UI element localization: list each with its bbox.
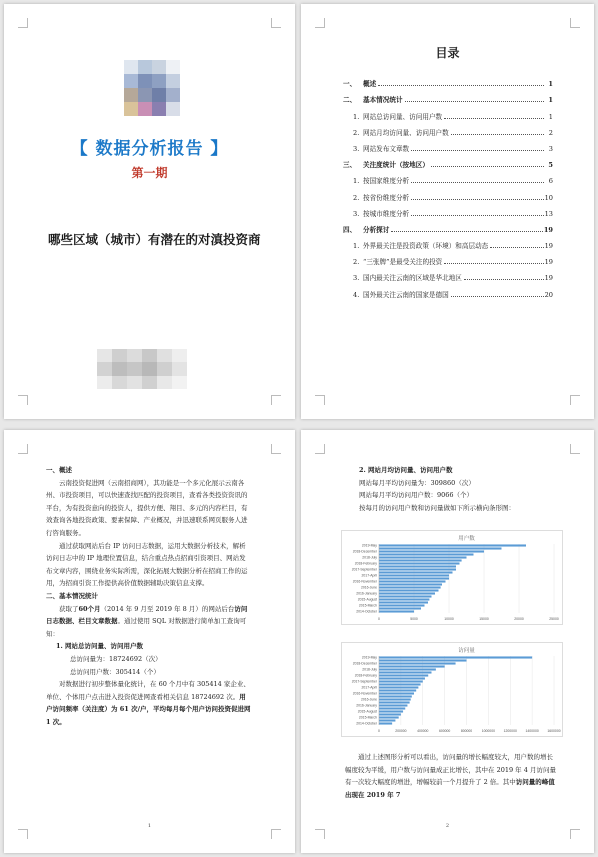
crop-mark [271, 395, 281, 405]
toc-entry-number: 2. [353, 128, 360, 137]
x-tick-label: 1000000 [481, 729, 495, 733]
paragraph [46, 603, 252, 641]
toc-entry-label: 网站总访问量、访问用户数 [363, 112, 443, 121]
toc-leader-dots [411, 199, 543, 200]
y-tick-label: 2014-October [356, 721, 377, 726]
crop-mark [18, 444, 28, 454]
toc-entry[interactable] [343, 104, 553, 120]
bar [379, 568, 456, 570]
toc-leader-dots [444, 263, 543, 264]
chart-svg [342, 531, 564, 626]
toc-entry-number: 1. [353, 242, 360, 251]
paragraph [345, 751, 559, 801]
text-run: 对数据进行初步整体量化统计，在 60 个月中有 305414 家企业、单位、个体用户点击进入投资促进网查看相关信息 18724692 次。 [46, 680, 250, 701]
bold-run: 访问日志数据、栏目文章数据 [46, 604, 248, 626]
bar [379, 662, 456, 664]
y-tick-label: 2017-April [361, 685, 377, 690]
toc-leader-dots [411, 182, 544, 183]
toc-entry[interactable] [343, 88, 553, 104]
toc-entry[interactable] [343, 266, 553, 282]
crop-mark [315, 18, 325, 28]
toc-entry-page: 19 [544, 274, 553, 283]
bar [379, 598, 429, 600]
toc-entry-label: 网站发布文章数 [363, 144, 410, 153]
bar [379, 577, 449, 579]
bar [379, 695, 412, 697]
bar [379, 656, 532, 658]
y-tick-label: 2015-August [357, 597, 377, 602]
bold-run: 用户访问频率（关注度）为 61 次/户，平均每月每个用户访问投资促进网 1 次。 [46, 692, 251, 726]
toc-entry-page: 1 [548, 112, 553, 121]
bar [379, 580, 446, 582]
toc-leader-dots [391, 231, 542, 232]
bar [379, 553, 474, 555]
toc-entry-page: 5 [548, 161, 553, 170]
toc-leader-dots [431, 166, 544, 167]
toc-leader-dots [411, 215, 543, 216]
bar [379, 595, 432, 597]
x-tick-label: 10000 [444, 617, 454, 621]
y-tick-label: 2016-November [352, 691, 377, 696]
bar [379, 722, 392, 724]
crop-mark [18, 18, 28, 28]
toc-entry-label: 按城市维度分析 [363, 209, 410, 218]
toc-page [301, 4, 594, 419]
toc-leader-dots [411, 150, 544, 151]
bar [379, 556, 467, 558]
toc-entry-page: 1 [548, 96, 553, 105]
bar [379, 610, 414, 612]
x-tick-label: 1400000 [525, 729, 539, 733]
bar [379, 686, 418, 688]
stat-line: 网站每月平均访问量为：309860（次） [359, 478, 475, 487]
bold-run: 访问量的峰值出现在 2019 年 7 [345, 778, 555, 799]
y-tick-label: 2015-March [358, 715, 377, 720]
bar [379, 692, 414, 694]
toc-entry[interactable] [343, 234, 553, 250]
toc-entry-page: 2 [548, 128, 553, 137]
toc-entry-number: 二、 [343, 96, 357, 105]
toc-entry-page: 6 [548, 177, 553, 186]
bar [379, 592, 435, 594]
bar [379, 665, 445, 667]
bar [379, 583, 442, 585]
text-run: 。通过使用 SQL 对数据进行简单加工查询可知： [46, 617, 247, 638]
toc-entry-number: 4. [353, 290, 360, 299]
bar [379, 607, 421, 609]
crop-mark [570, 395, 580, 405]
bar [379, 586, 441, 588]
toc-entry-number: 3. [353, 209, 360, 218]
y-tick-label: 2016-January [356, 703, 377, 708]
y-tick-label: 2018-December [352, 549, 377, 554]
toc-entry-label: 基本情况统计 [363, 96, 403, 105]
toc-entry-label: 按省份维度分析 [363, 193, 410, 202]
toc-entry[interactable] [343, 250, 553, 266]
bar [379, 589, 439, 591]
report-title: 【 数据分析报告 】 [70, 139, 229, 159]
y-tick-label: 2016-January [356, 591, 377, 596]
toc-leader-dots [451, 134, 544, 135]
toc-entry-number: 四、 [343, 225, 357, 234]
bar [379, 544, 526, 546]
section-heading: 二、基本情况统计 [46, 591, 98, 600]
y-tick-label: 2015-March [358, 603, 377, 608]
toc-entry-label: 概述 [363, 80, 377, 89]
paragraph: 通过获取网站后台 IP 访问日志数据，运用大数据分析技术，解析访问日志中的 IP 地理位置信息，结合重点热点招商引资项目、网站发布文章内容，围绕业务实际所需，深化拓展大数据分析在招商工作的运用，为招商引资工作提供高价值数据辅助决策信息支撑。 [46, 541, 248, 588]
toc-entry-number: 2. [353, 258, 360, 267]
x-tick-label: 5000 [410, 617, 418, 621]
bar [379, 671, 432, 673]
bar [379, 562, 460, 564]
toc-leader-dots [405, 101, 544, 102]
bar [379, 550, 484, 552]
toc-entry[interactable] [343, 121, 553, 137]
paragraph [46, 678, 252, 728]
crop-mark [315, 829, 325, 839]
y-tick-label: 2018-February [354, 673, 377, 678]
crop-mark [271, 18, 281, 28]
chart-title: 用户数 [458, 536, 475, 542]
y-tick-label: 2016-June [360, 585, 377, 590]
bar [379, 701, 410, 703]
issue-label: 第一期 [131, 166, 168, 180]
crop-mark [271, 444, 281, 454]
toc-entry[interactable] [343, 169, 553, 185]
toc-leader-dots [444, 118, 544, 119]
section-heading: 一、概述 [46, 466, 72, 474]
toc-entry-label: 网站月均访问量、访问用户数 [363, 128, 449, 137]
bar [379, 707, 405, 709]
bold-run: 60个月 [78, 604, 101, 613]
y-tick-label: 2017-September [351, 567, 377, 572]
toc-entry-label: 按国家维度分析 [363, 177, 410, 186]
bar [379, 659, 467, 661]
toc-entry-number: 2. [353, 193, 360, 202]
y-tick-label: 2016-November [352, 579, 377, 584]
y-tick-label: 2017-April [361, 573, 377, 578]
toc-entry-number: 3. [353, 144, 360, 153]
bar [379, 565, 456, 567]
bar [379, 698, 411, 700]
y-tick-label: 2019-May [361, 655, 377, 660]
crop-mark [570, 444, 580, 454]
y-tick-label: 2018-July [362, 555, 377, 560]
text-run: 通过上述图形分析可以看出，访问量的增长幅度较大，用户数的增长幅度较为平缓，用户数与访问量成正比增长，其中在 2019 年 4 月访问量有一次较大幅度的增进，增幅较前一个月提升了 2 倍。其中 [345, 753, 556, 787]
bar [379, 680, 423, 682]
y-tick-label: 2016-June [360, 697, 377, 702]
x-tick-label: 400000 [417, 729, 429, 733]
stat-line: 网站每月平均访问用户数：9066（个） [359, 491, 474, 500]
users-bar-chart [341, 530, 563, 625]
bar [379, 719, 395, 721]
toc-leader-dots [378, 85, 544, 86]
page-2-header [345, 464, 559, 514]
x-tick-label: 0 [378, 729, 380, 733]
toc-entry-label: 外界最关注是投资政策（环境）和高层动态 [363, 242, 489, 251]
toc-entry[interactable] [343, 202, 553, 218]
toc-entry-label: 国外最关注云南的国家是德国 [363, 290, 449, 299]
toc-entry-page: 19 [543, 225, 553, 234]
bar [379, 559, 462, 561]
x-tick-label: 20000 [514, 617, 524, 621]
crop-mark [18, 829, 28, 839]
toc-entry-label: 分析探讨 [363, 225, 390, 234]
y-tick-label: 2018-February [354, 561, 377, 566]
chart-svg [342, 643, 564, 738]
toc-entry-number: 三、 [343, 161, 357, 170]
toc-list [343, 72, 553, 299]
bar [379, 713, 401, 715]
report-subtitle: 哪些区域（城市）有潜在的对滇投资商 [48, 232, 261, 247]
toc-leader-dots [464, 279, 544, 280]
x-tick-label: 1200000 [503, 729, 517, 733]
toc-entry-page: 19 [544, 242, 553, 251]
x-tick-label: 200000 [395, 729, 407, 733]
x-tick-label: 800000 [460, 729, 473, 733]
blurred-stamp-image [97, 349, 187, 389]
subsection-heading: 2. 网站月均访问量、访问用户数 [359, 466, 453, 474]
bar [379, 716, 399, 718]
y-tick-label: 2018-July [362, 667, 377, 672]
cover-page [4, 4, 295, 419]
bar [379, 674, 428, 676]
stat-line: 总访问用户数：305414（个） [70, 667, 160, 676]
bar [379, 668, 436, 670]
text-run: （2014 年 9 月至 2019 年 8 月）的网站后台 [100, 604, 235, 613]
stat-line: 总访问量为：18724692（次） [70, 654, 162, 663]
toc-entry[interactable] [343, 72, 553, 88]
crop-mark [315, 444, 325, 454]
toc-entry[interactable] [343, 137, 553, 153]
toc-entry-page: 1 [548, 80, 553, 89]
crop-mark [570, 18, 580, 28]
page-2-body [345, 751, 559, 801]
x-tick-label: 15000 [479, 617, 489, 621]
paragraph: 云南投资促进网（云南招商网），其功能是一个多元化展示云南各州、市投资项目，可以快速查找匹配的投资项目，查看各类投资资讯的平台，为有投资意向的投资人，提供方便、翔目、多元的内容栏目，有效查询各地投资政策、要素保障、产业概况，并迅速联系网页服务人进行咨询服务。 [46, 478, 248, 537]
y-tick-label: 2017-September [351, 679, 377, 684]
crop-mark [18, 395, 28, 405]
toc-entry[interactable] [343, 185, 553, 201]
toc-entry-page: 13 [544, 209, 553, 218]
report-page-1 [4, 430, 295, 853]
toc-entry-number: 1. [353, 177, 360, 186]
text-run: 获取了 [59, 604, 79, 613]
y-tick-label: 2014-October [356, 609, 377, 614]
toc-entry[interactable] [343, 282, 553, 298]
chart-title: 访问量 [458, 648, 475, 654]
bar [379, 683, 421, 685]
toc-entry-page: 3 [548, 144, 553, 153]
paragraph: 按每月的访问用户数和访问量做如下所示横向条形图： [359, 503, 515, 512]
toc-entry-page: 10 [544, 193, 553, 202]
bar [379, 571, 453, 573]
crop-mark [315, 395, 325, 405]
toc-entry-label: 国内最关注云南的区域是华北地区 [363, 274, 462, 283]
crop-mark [271, 829, 281, 839]
toc-entry-number: 3. [353, 274, 360, 283]
crop-mark [570, 829, 580, 839]
toc-entry[interactable] [343, 218, 553, 234]
bar [379, 677, 425, 679]
toc-entry-label: “三张牌”是最受关注的投资 [363, 258, 443, 267]
toc-leader-dots [451, 296, 544, 297]
y-tick-label: 2015-August [357, 709, 377, 714]
bar [379, 574, 449, 576]
page-1-body [46, 464, 252, 728]
y-tick-label: 2019-May [361, 543, 377, 548]
report-page-2 [301, 430, 594, 853]
x-tick-label: 25000 [549, 617, 559, 621]
visits-bar-chart [341, 642, 563, 737]
toc-entry-page: 19 [544, 258, 553, 267]
bar [379, 604, 425, 606]
y-tick-label: 2018-December [352, 661, 377, 666]
page-number: 2 [445, 823, 450, 829]
bar [379, 704, 407, 706]
x-tick-label: 600000 [438, 729, 451, 733]
bar [379, 547, 502, 549]
toc-entry[interactable] [343, 153, 553, 169]
subsection-heading: 1. 网站总访问量、访问用户数 [56, 642, 144, 651]
toc-entry-page: 20 [544, 290, 553, 299]
toc-leader-dots [490, 247, 543, 248]
bar [379, 689, 416, 691]
page-number: 1 [147, 823, 152, 829]
x-tick-label: 0 [378, 617, 380, 621]
toc-entry-number: 1. [353, 112, 360, 121]
bar [379, 710, 403, 712]
toc-entry-label: 关注度统计（按地区） [363, 161, 429, 170]
toc-title: 目录 [435, 46, 460, 60]
x-tick-label: 1600000 [547, 729, 561, 733]
report-logo-image [124, 60, 180, 116]
toc-entry-number: 一、 [343, 80, 357, 89]
bar [379, 601, 428, 603]
